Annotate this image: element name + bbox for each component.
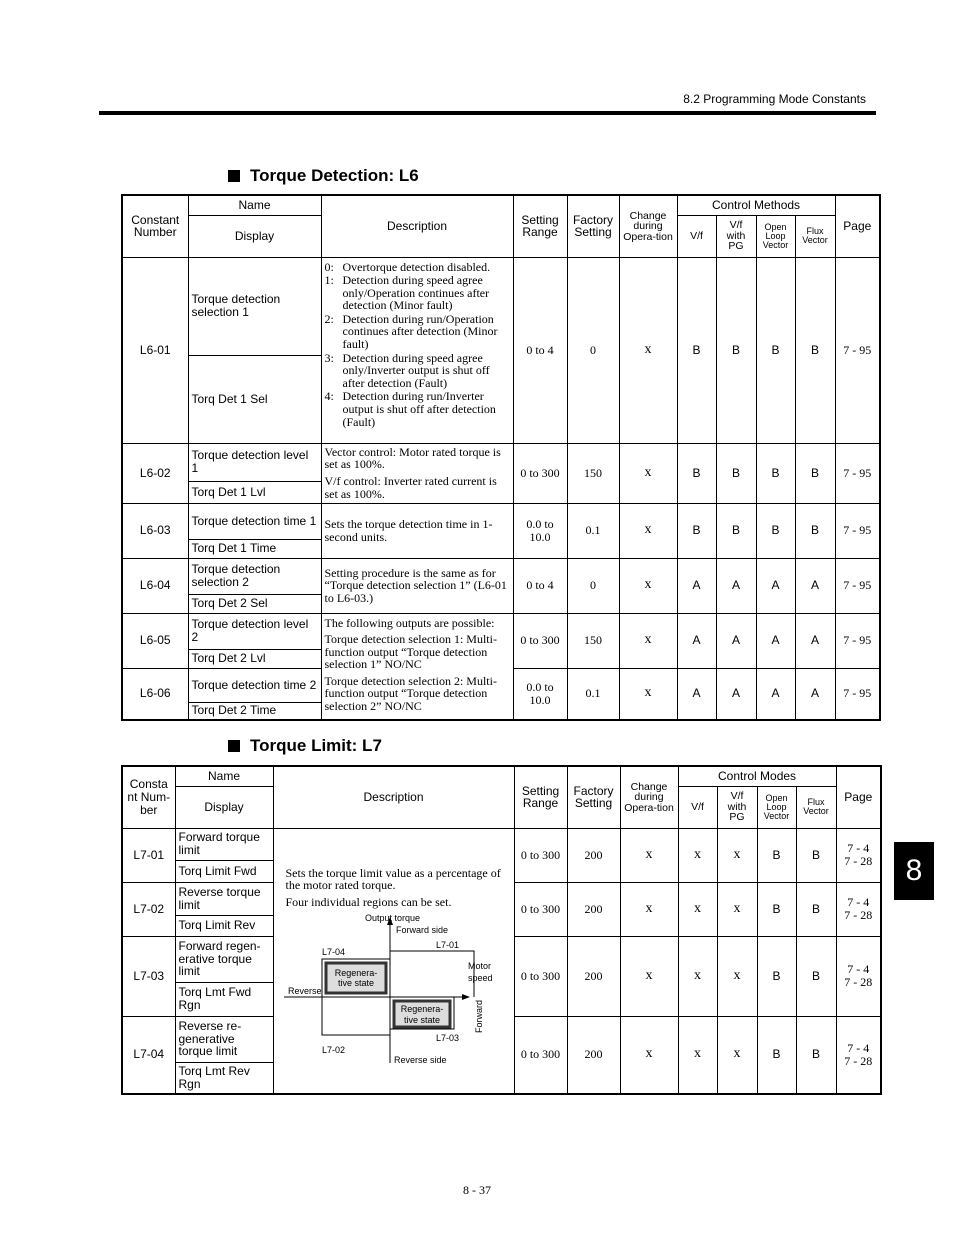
list-item <box>325 352 510 390</box>
constant-number: L6-02 <box>122 443 188 503</box>
factory-setting: 0.1 <box>567 503 619 558</box>
torque-limit-table <box>121 765 882 1095</box>
factory-setting: 200 <box>567 1016 620 1094</box>
constant-name: Torque detection time 2 <box>188 668 321 702</box>
access-flux-vector: B <box>796 936 836 1016</box>
label-l7-04: L7-04 <box>321 946 345 957</box>
access-vf: A <box>677 668 716 720</box>
access-flux-vector: B <box>795 257 835 443</box>
change-during-operation: x <box>619 668 677 720</box>
table-row <box>122 443 880 481</box>
constant-description <box>321 613 513 720</box>
factory-setting: 0 <box>567 257 619 443</box>
item-text: Detection during speed agree only/Operation continues after detection (Minor fault) <box>342 273 490 313</box>
label-reverse: Reverse <box>287 985 322 996</box>
constant-display: Torq Limit Fwd <box>175 860 273 882</box>
constant-name: Reverse re-generative torque limit <box>175 1016 273 1062</box>
constant-number: L6-01 <box>122 257 188 443</box>
l7-01-limit-line <box>390 951 474 997</box>
section-title-l7-text: Torque Limit: L7 <box>250 736 382 755</box>
list-item <box>325 313 510 351</box>
access-open-loop-vector: B <box>757 828 796 882</box>
access-flux-vector: B <box>796 1016 836 1094</box>
change-during-operation: x <box>619 558 677 613</box>
setting-range: 0 to 300 <box>513 443 567 503</box>
change-during-operation: x <box>619 443 677 503</box>
setting-range: 0 to 300 <box>514 1016 567 1094</box>
access-open-loop-vector: B <box>756 443 795 503</box>
label-l7-02: L7-02 <box>321 1044 345 1055</box>
description-paragraph: Sets the torque limit value as a percentage of the motor rated torque. <box>285 865 501 893</box>
arrow-right-icon <box>462 994 470 1000</box>
setting-range: 0.0 to 10.0 <box>513 668 567 720</box>
access-open-loop-vector: B <box>757 1016 796 1094</box>
header-open-loop-vector: Open Loop Vector <box>756 215 795 257</box>
change-during-operation: x <box>619 257 677 443</box>
constant-description <box>321 443 513 503</box>
header-change-during-operation: Change during Opera-tion <box>619 195 677 257</box>
torque-limit-description <box>273 828 514 1094</box>
label-regen-1b: tive state <box>337 977 374 988</box>
access-flux-vector: B <box>795 503 835 558</box>
description-paragraph: The following outputs are possible: <box>324 615 495 630</box>
access-open-loop-vector: A <box>756 613 795 668</box>
list-item <box>325 261 510 274</box>
access-flux-vector: B <box>796 882 836 936</box>
item-text: Detection during run/Inverter output is shut off after detection (Fault) <box>342 389 496 429</box>
change-during-operation: x <box>620 936 678 1016</box>
change-during-operation: x <box>619 503 677 558</box>
change-during-operation: x <box>620 1016 678 1094</box>
constant-display: Torq Det 2 Lvl <box>188 649 321 668</box>
header-vf-pg: V/f with PG <box>717 786 757 828</box>
page-reference: 7 - 95 <box>835 257 880 443</box>
constant-display: Torq Lmt Fwd Rgn <box>175 982 273 1016</box>
header-flux-vector: Flux Vector <box>795 215 835 257</box>
access-vf-pg: x <box>717 882 757 936</box>
label-l7-01: L7-01 <box>435 939 459 950</box>
header-display: Display <box>188 215 321 257</box>
item-key: 2: <box>324 311 334 326</box>
page-reference: 7 - 95 <box>835 558 880 613</box>
factory-setting: 200 <box>567 828 620 882</box>
access-vf-pg: B <box>716 443 756 503</box>
header-change-during-operation: Change during Opera-tion <box>620 766 678 828</box>
constant-display: Torq Lmt Rev Rgn <box>175 1062 273 1094</box>
page-reference-2: 7 - 28 <box>844 975 873 989</box>
page-reference-1: 7 - 4 <box>847 841 870 856</box>
label-speed: speed <box>467 972 493 983</box>
page-reference-1: 7 - 4 <box>847 895 870 910</box>
setting-range: 0 to 4 <box>513 558 567 613</box>
page-reference <box>836 1016 881 1094</box>
header-rule <box>99 111 876 115</box>
factory-setting: 200 <box>567 882 620 936</box>
setting-range: 0 to 300 <box>514 936 567 1016</box>
item-key: 4: <box>324 389 334 404</box>
header-display: Display <box>175 786 273 828</box>
access-vf-pg: x <box>717 828 757 882</box>
header-description: Description <box>273 766 514 828</box>
constant-number: L7-02 <box>122 882 175 936</box>
access-vf: x <box>678 828 717 882</box>
constant-number: L7-01 <box>122 828 175 882</box>
constant-description: Setting procedure is the same as for “Torque detection selection 1” (L6-01 to L6-03.) <box>321 558 513 613</box>
access-open-loop-vector: B <box>756 503 795 558</box>
setting-range: 0.0 to 10.0 <box>513 503 567 558</box>
table-row <box>122 613 880 649</box>
item-key: 3: <box>324 350 334 365</box>
header-control-modes: Control Modes <box>678 766 836 786</box>
constant-display: Torq Det 1 Sel <box>188 355 321 443</box>
description-paragraph: Torque detection selection 1: Multi-function output “Torque detection selection 1” NO/NC <box>324 632 497 672</box>
constant-name: Reverse torque limit <box>175 882 273 915</box>
label-regen-1a: Regenera- <box>334 967 377 978</box>
constant-description: Sets the torque detection time in 1-second units. <box>321 503 513 558</box>
table-row <box>122 828 881 860</box>
table-row <box>122 558 880 594</box>
constant-name: Torque detection selection 1 <box>188 257 321 355</box>
page-reference-2: 7 - 28 <box>844 854 873 868</box>
setting-range: 0 to 300 <box>513 613 567 668</box>
running-header: 8.2 Programming Mode Constants <box>683 92 866 106</box>
description-paragraph: Vector control: Motor rated torque is set as 100%. <box>324 444 501 472</box>
square-bullet-icon <box>228 740 240 752</box>
item-text: Detection during run/Operation continues after detection (Minor fault) <box>342 311 498 352</box>
label-regen-2b: tive state <box>403 1014 440 1025</box>
header-description: Description <box>321 195 513 257</box>
page-reference: 7 - 95 <box>835 613 880 668</box>
header-setting-range: Setting Range <box>514 766 567 828</box>
access-vf-pg: x <box>717 936 757 1016</box>
page-reference-2: 7 - 28 <box>844 1053 873 1068</box>
access-vf: x <box>678 1016 717 1094</box>
list-item <box>325 390 510 428</box>
page-number: 8 - 37 <box>463 1183 491 1197</box>
access-vf: x <box>678 882 717 936</box>
header-vf-pg: V/f with PG <box>716 215 756 257</box>
access-vf: x <box>678 936 717 1016</box>
label-reverse-side: Reverse side <box>393 1054 447 1065</box>
label-motor: Motor <box>467 960 491 971</box>
access-open-loop-vector: A <box>756 558 795 613</box>
description-paragraph: Torque detection selection 2: Multi-function output “Torque detection selection 2” NO/NC <box>324 673 497 714</box>
setting-range: 0 to 300 <box>514 882 567 936</box>
constant-description <box>321 257 513 443</box>
access-vf-pg: A <box>716 558 756 613</box>
access-flux-vector: B <box>795 443 835 503</box>
constant-name: Torque detection selection 2 <box>188 558 321 594</box>
access-vf-pg: A <box>716 668 756 720</box>
label-l7-03: L7-03 <box>435 1032 459 1043</box>
constant-number: L6-05 <box>122 613 188 668</box>
change-during-operation: x <box>619 613 677 668</box>
setting-range: 0 to 300 <box>514 828 567 882</box>
factory-setting: 0 <box>567 558 619 613</box>
change-during-operation: x <box>620 828 678 882</box>
list-item <box>325 274 510 312</box>
l7-02-limit-line <box>322 997 390 1035</box>
access-vf: B <box>677 503 716 558</box>
access-vf-pg: A <box>716 613 756 668</box>
description-paragraph: Four individual regions can be set. <box>285 894 452 909</box>
access-flux-vector: A <box>795 668 835 720</box>
access-open-loop-vector: B <box>757 936 796 1016</box>
access-vf: A <box>677 613 716 668</box>
page-reference-1: 7 - 4 <box>847 1041 870 1056</box>
access-flux-vector: A <box>795 558 835 613</box>
label-forward: Forward <box>473 999 484 1033</box>
page-reference <box>836 828 881 882</box>
page-reference <box>836 936 881 1016</box>
access-vf-pg: B <box>716 503 756 558</box>
page-reference-2: 7 - 28 <box>844 908 873 922</box>
label-forward-side: Forward side <box>395 924 448 935</box>
description-paragraph: V/f control: Inverter rated current is set as 100%. <box>324 474 497 501</box>
torque-detection-table <box>121 194 881 721</box>
constant-display: Torq Det 2 Sel <box>188 594 321 613</box>
constant-name: Torque detection level 2 <box>188 613 321 649</box>
constant-name: Forward torque limit <box>175 828 273 860</box>
constant-display: Torq Limit Rev <box>175 915 273 936</box>
item-text: Overtorque detection disabled. <box>342 259 491 274</box>
factory-setting: 150 <box>567 613 619 668</box>
section-title-l7 <box>228 736 382 756</box>
header-page: Page <box>835 195 880 257</box>
section-title-l6-text: Torque Detection: L6 <box>250 166 419 185</box>
table-row <box>122 257 880 355</box>
chapter-tab: 8 <box>894 842 934 900</box>
constant-display: Torq Det 1 Time <box>188 539 321 558</box>
header-name: Name <box>175 766 273 786</box>
square-bullet-icon <box>228 170 240 182</box>
page-reference: 7 - 95 <box>835 443 880 503</box>
access-open-loop-vector: B <box>757 882 796 936</box>
item-text: Detection during speed agree only/Inverter output is shut off after detection (Fault) <box>342 350 490 390</box>
access-vf-pg: x <box>717 1016 757 1094</box>
access-vf: B <box>677 257 716 443</box>
header-setting-range: Setting Range <box>513 195 567 257</box>
factory-setting: 200 <box>567 936 620 1016</box>
header-page: Page <box>836 766 881 828</box>
constant-number: L7-03 <box>122 936 175 1016</box>
header-flux-vector: Flux Vector <box>796 786 836 828</box>
constant-display: Torq Det 2 Time <box>188 702 321 720</box>
item-key: 1: <box>324 273 334 288</box>
item-key: 0: <box>324 259 334 274</box>
torque-limit-diagram <box>274 913 515 1073</box>
constant-name: Torque detection time 1 <box>188 503 321 539</box>
header-factory-setting: Factory Setting <box>567 195 619 257</box>
factory-setting: 150 <box>567 443 619 503</box>
label-regen-2a: Regenera- <box>400 1003 443 1014</box>
access-flux-vector: A <box>795 613 835 668</box>
constant-display: Torq Det 1 Lvl <box>188 481 321 503</box>
header-open-loop-vector: Open Loop Vector <box>757 786 796 828</box>
setting-range: 0 to 4 <box>513 257 567 443</box>
access-vf-pg: B <box>716 257 756 443</box>
page-reference <box>836 882 881 936</box>
constant-number: L7-04 <box>122 1016 175 1094</box>
header-name: Name <box>188 195 321 215</box>
label-output-torque: Output torque <box>364 912 420 923</box>
header-constant-number: Consta nt Num-ber <box>122 766 175 828</box>
page-reference: 7 - 95 <box>835 668 880 720</box>
access-open-loop-vector: A <box>756 668 795 720</box>
header-constant-number: Constant Number <box>122 195 188 257</box>
change-during-operation: x <box>620 882 678 936</box>
header-vf: V/f <box>677 215 716 257</box>
constant-number: L6-03 <box>122 503 188 558</box>
access-vf: B <box>677 443 716 503</box>
constant-number: L6-04 <box>122 558 188 613</box>
page-reference: 7 - 95 <box>835 503 880 558</box>
access-vf: A <box>677 558 716 613</box>
constant-name: Torque detection level 1 <box>188 443 321 481</box>
header-control-methods: Control Methods <box>677 195 835 215</box>
factory-setting: 0.1 <box>567 668 619 720</box>
constant-name: Forward regen-erative torque limit <box>175 936 273 982</box>
page-reference-1: 7 - 4 <box>847 962 870 977</box>
header-factory-setting: Factory Setting <box>567 766 620 828</box>
access-flux-vector: B <box>796 828 836 882</box>
constant-number: L6-06 <box>122 668 188 720</box>
header-vf: V/f <box>678 786 717 828</box>
section-title-l6 <box>228 166 419 186</box>
table-row <box>122 503 880 539</box>
access-open-loop-vector: B <box>756 257 795 443</box>
